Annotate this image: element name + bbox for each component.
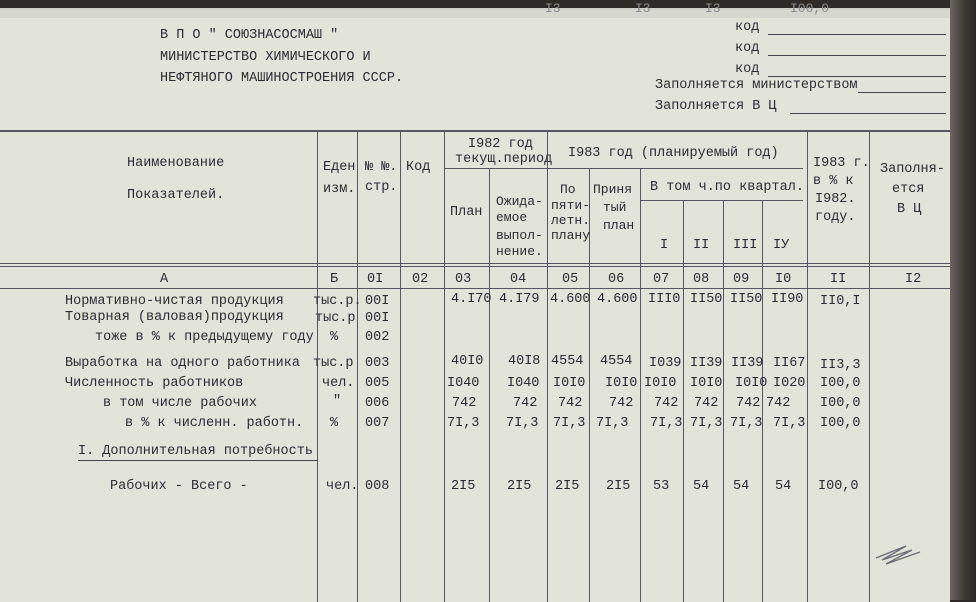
row-q1: 53	[653, 479, 670, 494]
row-name: Численность работников	[65, 376, 244, 391]
row-expected: 7I,3	[506, 416, 539, 431]
row-plan: 40I0	[451, 354, 484, 369]
strip-value: I00,0	[790, 1, 830, 16]
row-plan: 7I,3	[447, 416, 480, 431]
y1983-underline	[547, 168, 803, 169]
col-header-vc: Заполня-	[880, 162, 945, 177]
row-five-year: 4.600	[550, 292, 591, 307]
row-plan: 4.I70	[451, 292, 492, 307]
col-header-name: Наименование	[127, 156, 225, 171]
row-accepted: 2I5	[606, 479, 631, 494]
col-header-name: Показателей.	[127, 188, 225, 203]
row-q1: 742	[654, 396, 679, 411]
index-cell: I0	[775, 272, 792, 287]
col-header-unit: изм.	[323, 182, 356, 197]
row-q2: I0I0	[690, 376, 723, 391]
row-five-year: I0I0	[553, 376, 586, 391]
row-q2: 742	[694, 396, 719, 411]
row-q1: I0I0	[644, 376, 677, 391]
binder-edge	[950, 0, 976, 600]
col-divider	[444, 130, 445, 602]
row-unit: тыс.р.	[313, 294, 362, 309]
section-underline	[78, 460, 318, 461]
row-q4: I020	[773, 376, 806, 391]
row-five-year: 4554	[551, 354, 584, 369]
row-plan: 742	[452, 396, 477, 411]
index-cell: 0I	[367, 272, 384, 287]
col-header-five-year: По	[560, 182, 576, 197]
col-divider	[357, 130, 358, 602]
org-line: В П О " СОЮЗНАСОСМАШ "	[160, 28, 339, 43]
row-q3: I0I0	[735, 376, 768, 391]
col-header-1983: I983 год (планируемый год)	[568, 146, 779, 161]
row-percent: I00,0	[820, 416, 861, 431]
row-q1: I039	[649, 356, 682, 371]
fill-ministry-label: Заполняется министерством	[655, 78, 858, 93]
row-percent: I00,0	[820, 376, 861, 391]
col-header-vc: В Ц	[897, 202, 922, 217]
form-sheet	[0, 1, 950, 602]
strip-value: I3	[635, 1, 651, 16]
row-name: тоже в % к предыдущему году	[95, 330, 314, 345]
code-line	[768, 55, 946, 56]
code-line	[768, 34, 946, 35]
code-label: код	[735, 62, 760, 77]
row-num: 006	[365, 396, 390, 411]
col-header-code: Код	[406, 160, 431, 175]
row-q4: II67	[773, 356, 806, 371]
row-q2: 7I,3	[690, 416, 723, 431]
col-header-percent: в % к	[813, 174, 854, 189]
row-accepted: 7I,3	[596, 416, 629, 431]
row-percent: II3,3	[820, 358, 861, 373]
y1982-underline	[445, 168, 560, 169]
row-num: 005	[365, 376, 390, 391]
row-name: Товарная (валовая)продукция	[65, 310, 284, 325]
row-num: 007	[365, 416, 390, 431]
code-label: код	[735, 41, 760, 56]
quarter-underline	[640, 200, 803, 201]
col-divider	[547, 130, 548, 602]
row-q3: 742	[736, 396, 761, 411]
row-q2: 54	[693, 479, 710, 494]
handwritten-mark-icon	[872, 538, 928, 566]
row-expected: I040	[507, 376, 540, 391]
row-unit: "	[333, 394, 342, 409]
col-header-five-year: пяти-	[551, 198, 591, 213]
col-header-q2: II	[693, 238, 710, 253]
previous-page-strip	[0, 1, 950, 18]
row-accepted: 4.600	[597, 292, 638, 307]
index-cell: 02	[412, 272, 429, 287]
row-name: Нормативно-чистая продукция	[65, 294, 284, 309]
row-percent: II0,I	[820, 294, 861, 309]
row-unit: чел.	[322, 376, 355, 391]
col-header-q1: I	[660, 238, 669, 253]
col-header-expected: Ожида-	[496, 194, 543, 209]
col-header-q4: IУ	[773, 238, 790, 253]
row-q3: II39	[731, 356, 764, 371]
row-unit: тыс.р	[315, 311, 356, 326]
row-q4: 54	[775, 479, 792, 494]
row-name: Выработка на одного работника	[65, 356, 300, 371]
col-header-expected: выпол-	[496, 228, 543, 243]
row-five-year: 7I,3	[553, 416, 586, 431]
code-line	[768, 76, 946, 77]
strip-value: I3	[705, 1, 721, 16]
col-header-q3: III	[733, 238, 758, 253]
col-header-accepted: Приня	[593, 182, 633, 197]
org-line: МИНИСТЕРСТВО ХИМИЧЕСКОГО И	[160, 50, 371, 65]
code-label: код	[735, 20, 760, 35]
row-name: в % к численн. работн.	[125, 416, 304, 431]
col-header-1982: текущ.период	[455, 152, 553, 167]
strip-value: I3	[545, 1, 561, 16]
col-header-quarters: В том ч.по квартал.	[650, 180, 804, 195]
col-header-num: № №.	[365, 160, 398, 175]
row-num: 008	[365, 479, 390, 494]
row-q4: II90	[771, 292, 804, 307]
index-cell: 04	[510, 272, 527, 287]
col-header-percent: I983 г.	[813, 156, 870, 171]
col-header-1982: I982 год	[468, 137, 533, 152]
row-q2: II39	[690, 356, 723, 371]
col-header-accepted: план	[603, 218, 635, 233]
row-percent: I00,0	[818, 479, 859, 494]
row-plan: 2I5	[451, 479, 476, 494]
col-divider	[762, 200, 763, 602]
org-line: НЕФТЯНОГО МАШИНОСТРОЕНИЯ СССР.	[160, 71, 404, 86]
col-divider	[683, 200, 684, 602]
row-five-year: 742	[558, 396, 583, 411]
index-cell: II	[830, 272, 847, 287]
fill-line	[790, 113, 946, 114]
row-q3: II50	[730, 292, 763, 307]
row-accepted: 742	[609, 396, 634, 411]
index-cell: Б	[330, 272, 339, 287]
row-q4: 7I,3	[773, 416, 806, 431]
col-header-plan: План	[450, 205, 483, 220]
row-name: Рабочих - Всего -	[110, 479, 248, 494]
row-unit: тыс.р	[313, 356, 354, 371]
col-divider	[723, 200, 724, 602]
row-expected: 2I5	[507, 479, 532, 494]
row-percent: I00,0	[820, 396, 861, 411]
row-unit: чел.	[326, 479, 359, 494]
row-expected: 40I8	[508, 354, 541, 369]
row-q4: 742	[766, 396, 791, 411]
col-header-unit: Еден	[323, 160, 356, 175]
index-cell: 09	[733, 272, 750, 287]
index-cell: 06	[608, 272, 625, 287]
row-plan: I040	[447, 376, 480, 391]
col-header-five-year: летн.	[551, 213, 591, 228]
row-q3: 7I,3	[730, 416, 763, 431]
row-q1: III0	[648, 292, 681, 307]
col-header-vc: ется	[892, 182, 925, 197]
index-cell: 05	[562, 272, 579, 287]
col-header-percent: году.	[815, 210, 856, 225]
row-num: 00I	[365, 294, 390, 309]
row-five-year: 2I5	[555, 479, 580, 494]
index-cell: 07	[653, 272, 670, 287]
row-q3: 54	[733, 479, 750, 494]
fill-vc-label: Заполняется В Ц	[655, 99, 777, 114]
row-expected: 742	[513, 396, 538, 411]
row-accepted: I0I0	[605, 376, 638, 391]
section-title: I. Дополнительная потребность	[78, 444, 313, 459]
index-cell: А	[160, 272, 169, 287]
col-header-expected: емое	[496, 210, 528, 225]
col-header-five-year: плану	[551, 228, 591, 243]
row-num: 00I	[365, 311, 390, 326]
col-divider	[807, 130, 808, 602]
row-unit: %	[330, 330, 339, 345]
col-header-percent: I982.	[815, 192, 856, 207]
col-header-num: стр.	[365, 180, 398, 195]
index-cell: I2	[905, 272, 922, 287]
col-header-accepted: тый	[603, 200, 627, 215]
row-q1: 7I,3	[650, 416, 683, 431]
col-divider	[489, 168, 490, 602]
col-divider	[869, 130, 870, 602]
row-num: 002	[365, 330, 390, 345]
col-divider	[400, 130, 401, 602]
row-num: 003	[365, 356, 390, 371]
col-header-expected: нение.	[496, 244, 543, 259]
row-accepted: 4554	[600, 354, 633, 369]
row-name: в том числе рабочих	[103, 396, 257, 411]
fill-line	[858, 92, 946, 93]
row-expected: 4.I79	[499, 292, 540, 307]
col-divider	[640, 168, 641, 602]
row-unit: %	[330, 416, 339, 431]
index-cell: 03	[455, 272, 472, 287]
index-cell: 08	[693, 272, 710, 287]
row-q2: II50	[690, 292, 723, 307]
